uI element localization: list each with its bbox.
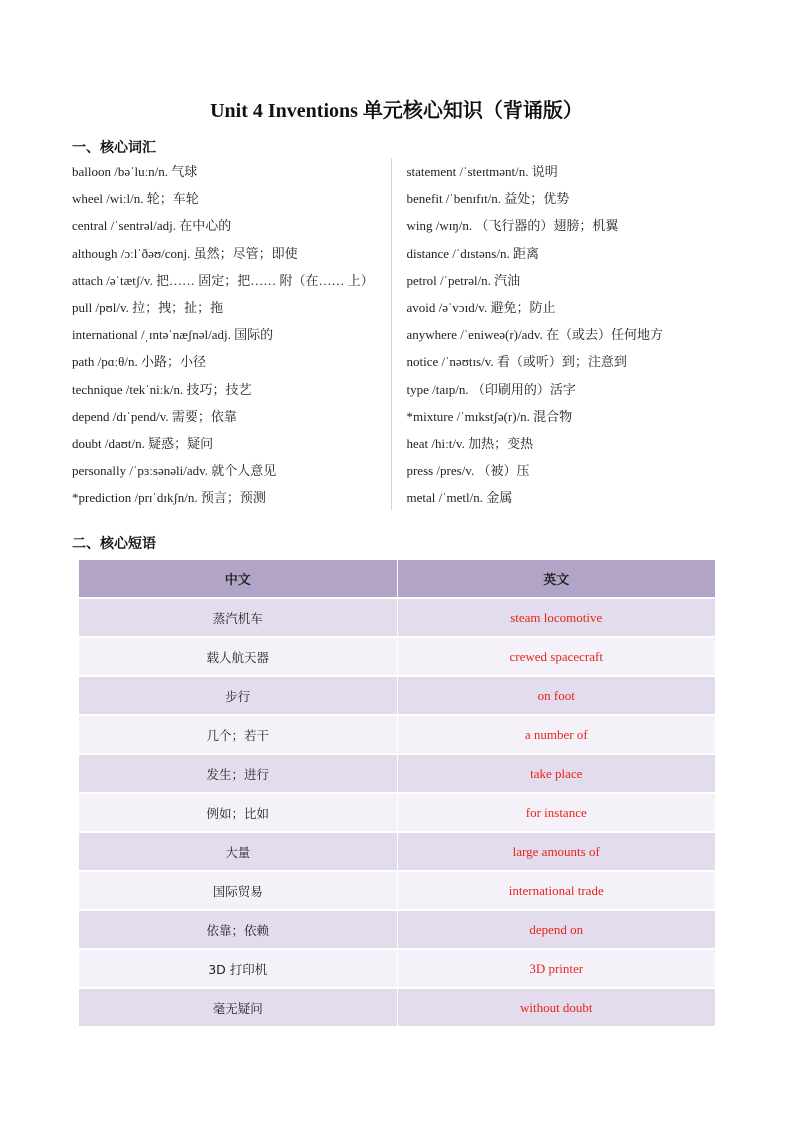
phrase-english: large amounts of: [397, 832, 716, 871]
table-header-row: [79, 560, 716, 598]
phrase-english: international trade: [397, 871, 716, 910]
vocab-item: benefit /ˈbenɪfɪt/n. 益处；优势: [406, 191, 570, 207]
phrase-english: take place: [397, 754, 716, 793]
table-row: [79, 715, 716, 754]
vocab-item: notice /ˈnəʊtɪs/v. 看（或听）到；注意到: [406, 354, 627, 370]
vocab-item: petrol /ˈpetrəl/n. 汽油: [406, 272, 521, 288]
vocab-item: wheel /wiːl/n. 轮；车轮: [72, 191, 199, 207]
vocab-item: international /ˌɪntəˈnæʃnəl/adj. 国际的: [72, 327, 274, 343]
vocab-item: depend /dɪˈpend/v. 需要；依靠: [72, 408, 237, 424]
phrase-chinese: 国际贸易: [79, 871, 397, 910]
phrase-chinese: 大量: [79, 832, 397, 871]
phrase-chinese: 步行: [79, 676, 397, 715]
vocab-item: although /ɔːlˈðəʊ/conj. 虽然；尽管；即使: [72, 245, 298, 261]
phrase-chinese: 几个；若干: [79, 715, 397, 754]
phrase-english: crewed spacecraft: [397, 637, 716, 676]
vocab-item: type /taɪp/n. （印刷用的）活字: [406, 381, 576, 397]
table-row: [79, 871, 716, 910]
phrase-english: depend on: [397, 910, 716, 949]
phrase-table: [79, 560, 716, 1028]
phrase-chinese: 载人航天器: [79, 637, 397, 676]
vocab-item: balloon /bəˈluːn/n. 气球: [72, 164, 198, 179]
vocab-item: pull /pʊl/v. 拉；拽；扯；拖: [72, 299, 224, 315]
column-header-chinese: 中文: [79, 560, 397, 598]
vocab-item: attach /əˈtætʃ/v. 把…… 固定；把…… 附（在…… 上）: [72, 272, 374, 288]
vocab-column-right: [392, 158, 722, 510]
phrase-english: 3D printer: [397, 949, 716, 988]
vocab-item: wing /wɪŋ/n. （飞行器的）翅膀；机翼: [406, 218, 619, 234]
phrase-english: steam locomotive: [397, 598, 716, 637]
vocab-item: technique /tekˈniːk/n. 技巧；技艺: [72, 381, 252, 397]
vocab-item: avoid /əˈvɔɪd/v. 避免；防止: [406, 299, 556, 315]
vocab-item: press /pres/v. （被）压: [406, 463, 530, 479]
vocab-item: *prediction /prɪˈdɪkʃn/n. 预言；预测: [72, 490, 266, 506]
vocab-item: central /ˈsentrəl/adj. 在中心的: [72, 218, 232, 234]
table-row: [79, 910, 716, 949]
vocab-item: heat /hiːt/v. 加热；变热: [406, 435, 534, 451]
vocab-item: metal /ˈmetl/n. 金属: [406, 490, 513, 506]
table-row: [79, 832, 716, 871]
table-row: [79, 793, 716, 832]
column-header-english: 英文: [397, 560, 716, 598]
vocab-heading: 一、核心词汇: [72, 140, 156, 156]
table-row: [79, 949, 716, 988]
phrase-chinese: 依靠；依赖: [79, 910, 397, 949]
phrase-chinese: 毫无疑问: [79, 988, 397, 1027]
vocab-item: statement /ˈsteɪtmənt/n. 说明: [406, 164, 558, 179]
phrase-english: for instance: [397, 793, 716, 832]
phrase-english: on foot: [397, 676, 716, 715]
vocab-item: distance /ˈdɪstəns/n. 距离: [406, 245, 539, 261]
table-row: [79, 988, 716, 1027]
phrase-chinese: 例如；比如: [79, 793, 397, 832]
table-row: [79, 754, 716, 793]
vocab-item: doubt /daʊt/n. 疑惑；疑问: [72, 435, 214, 451]
page-title: Unit 4 Inventions 单元核心知识（背诵版）: [210, 100, 583, 122]
vocab-item: personally /ˈpɜːsənəli/adv. 就个人意见: [72, 463, 277, 479]
phrase-chinese: 发生；进行: [79, 754, 397, 793]
vocab-column-left: [72, 158, 392, 510]
vocab-item: anywhere /ˈeniweə(r)/adv. 在（或去）任何地方: [406, 327, 664, 343]
table-row: [79, 598, 716, 637]
vocab-list: [72, 158, 722, 510]
table-row: [79, 676, 716, 715]
vocab-item: *mixture /ˈmɪkstʃə(r)/n. 混合物: [406, 408, 573, 424]
phrase-english: a number of: [397, 715, 716, 754]
phrases-heading: 二、核心短语: [72, 536, 156, 552]
vocab-item: path /pɑːθ/n. 小路；小径: [72, 354, 206, 370]
phrase-english: without doubt: [397, 988, 716, 1027]
table-row: [79, 637, 716, 676]
phrase-chinese: 3D 打印机: [79, 949, 397, 988]
phrase-chinese: 蒸汽机车: [79, 598, 397, 637]
